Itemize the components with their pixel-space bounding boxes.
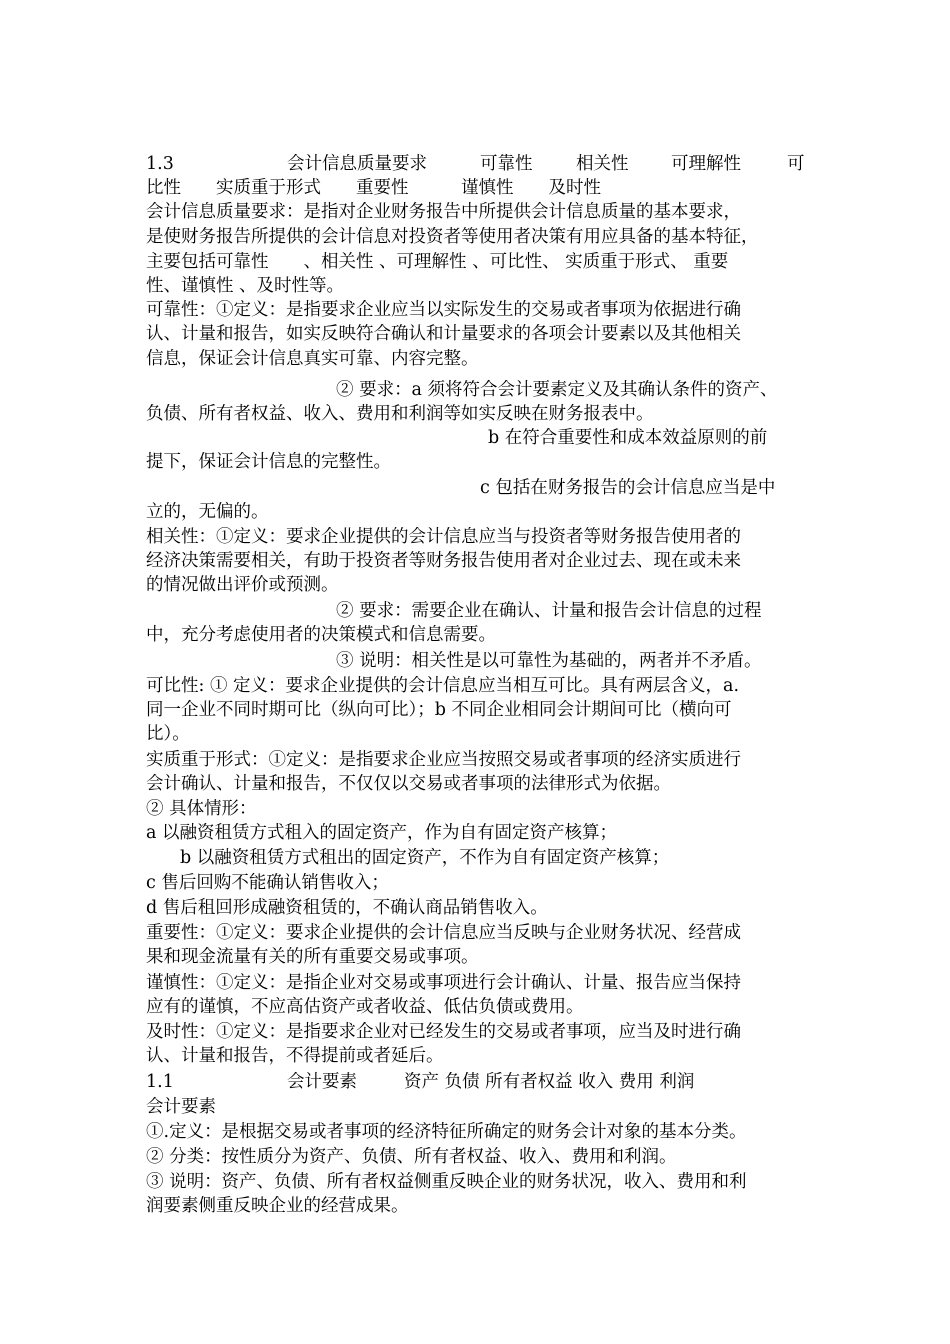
heading-term: 可靠性 — [480, 154, 533, 174]
paragraph-line: 负债、所有者权益、收入、费用和利润等如实反映在财务报表中。 — [146, 404, 654, 424]
paragraph-line: b 以融资租赁方式租出的固定资产，不作为自有固定资产核算； — [180, 848, 670, 868]
paragraph-line: 认、计量和报告，如实反映符合确认和计量要求的各项会计要素以及其他相关 — [146, 324, 741, 344]
paragraph-line: ② 分类：按性质分为资产、负债、所有者权益、收入、费用和利润。 — [146, 1147, 677, 1167]
paragraph-line: 认、计量和报告，不得提前或者延后。 — [146, 1046, 444, 1066]
heading-term: 可 — [787, 154, 805, 174]
section-number: 1.1 — [146, 1072, 174, 1092]
paragraph-line: 信息，保证会计信息真实可靠、内容完整。 — [146, 349, 479, 369]
paragraph-line: c 包括在财务报告的会计信息应当是中 — [480, 478, 776, 498]
heading-term: 资产 负债 所有者权益 收入 费用 利润 — [404, 1072, 695, 1092]
paragraph-line: 润要素侧重反映企业的经营成果。 — [146, 1196, 409, 1216]
paragraph-line: ② 具体情形： — [146, 799, 257, 819]
paragraph-line: 果和现金流量有关的所有重要交易或事项。 — [146, 947, 479, 967]
paragraph-line: ①.定义：是根据交易或者事项的经济特征所确定的财务会计对象的基本分类。 — [146, 1122, 747, 1142]
paragraph-line: 会计确认、计量和报告，不仅仅以交易或者事项的法律形式为依据。 — [146, 774, 671, 794]
paragraph-line: ③ 说明：相关性是以可靠性为基础的，两者并不矛盾。 — [336, 651, 762, 671]
paragraph-line: 会计要素 — [146, 1097, 216, 1117]
paragraph-line: 性、谨慎性 、及时性等。 — [146, 276, 345, 296]
paragraph-line: 可靠性：①定义：是指要求企业应当以实际发生的交易或者事项为依据进行确 — [146, 300, 741, 320]
paragraph-line: 经济决策需要相关，有助于投资者等财务报告使用者对企业过去、现在或未来 — [146, 551, 741, 571]
section-1-3-heading-continued: 比性 实质重于形式 重要性 谨慎性 及时性 — [146, 178, 601, 198]
heading-term: 会计信息质量要求 — [287, 154, 427, 174]
section-1-1-heading — [146, 1070, 786, 1094]
paragraph-line: 同一企业不同时期可比（纵向可比）；b 不同企业相同会计期间可比（横向可 — [146, 700, 732, 720]
paragraph-line: 可比性: ① 定义：要求企业提供的会计信息应当相互可比。具有两层含义，a. — [146, 676, 740, 696]
paragraph-line: 相关性：①定义：要求企业提供的会计信息应当与投资者等财务报告使用者的 — [146, 527, 741, 547]
paragraph-line: 立的，无偏的。 — [146, 502, 269, 522]
paragraph-line: ② 要求：需要企业在确认、计量和报告会计信息的过程 — [336, 601, 762, 621]
paragraph-line: ② 要求：a 须将符合会计要素定义及其确认条件的资产、 — [336, 380, 778, 400]
paragraph-line: d 售后租回形成融资租赁的，不确认商品销售收入。 — [146, 898, 548, 918]
paragraph-line: 主要包括可靠性 、相关性 、可理解性 、可比性、 实质重于形式、 重要 — [146, 252, 729, 272]
heading-term: 相关性 — [576, 154, 629, 174]
paragraph-line: 谨慎性：①定义：是指企业对交易或事项进行会计确认、计量、报告应当保持 — [146, 973, 741, 993]
paragraph-line: 实质重于形式：①定义：是指要求企业应当按照交易或者事项的经济实质进行 — [146, 750, 741, 770]
paragraph-line: 重要性：①定义：要求企业提供的会计信息应当反映与企业财务状况、经营成 — [146, 923, 741, 943]
paragraph-line: 是使财务报告所提供的会计信息对投资者等使用者决策有用应具备的基本特征， — [146, 227, 759, 247]
paragraph-line: 中，充分考虑使用者的决策模式和信息需要。 — [146, 625, 496, 645]
paragraph-line: 提下，保证会计信息的完整性。 — [146, 452, 391, 472]
paragraph-line: ③ 说明：资产、负债、所有者权益侧重反映企业的财务状况，收入、费用和利 — [146, 1172, 747, 1192]
heading-term: 会计要素 — [287, 1072, 357, 1092]
paragraph-line: 及时性：①定义：是指要求企业对已经发生的交易或者事项，应当及时进行确 — [146, 1022, 741, 1042]
heading-term: 可理解性 — [671, 154, 741, 174]
paragraph-line: b 在符合重要性和成本效益原则的前 — [488, 428, 768, 448]
paragraph-line: 比）。 — [146, 724, 190, 744]
paragraph-line: 会计信息质量要求：是指对企业财务报告中所提供会计信息质量的基本要求， — [146, 202, 741, 222]
paragraph-line: 应有的谨慎，不应高估资产或者收益、低估负债或费用。 — [146, 997, 584, 1017]
paragraph-line: 的情况做出评价或预测。 — [146, 575, 339, 595]
section-1-3-heading — [146, 152, 806, 176]
paragraph-line: c 售后回购不能确认销售收入； — [146, 873, 389, 893]
section-number: 1.3 — [146, 154, 174, 174]
paragraph-line: a 以融资租赁方式租入的固定资产，作为自有固定资产核算； — [146, 823, 617, 843]
